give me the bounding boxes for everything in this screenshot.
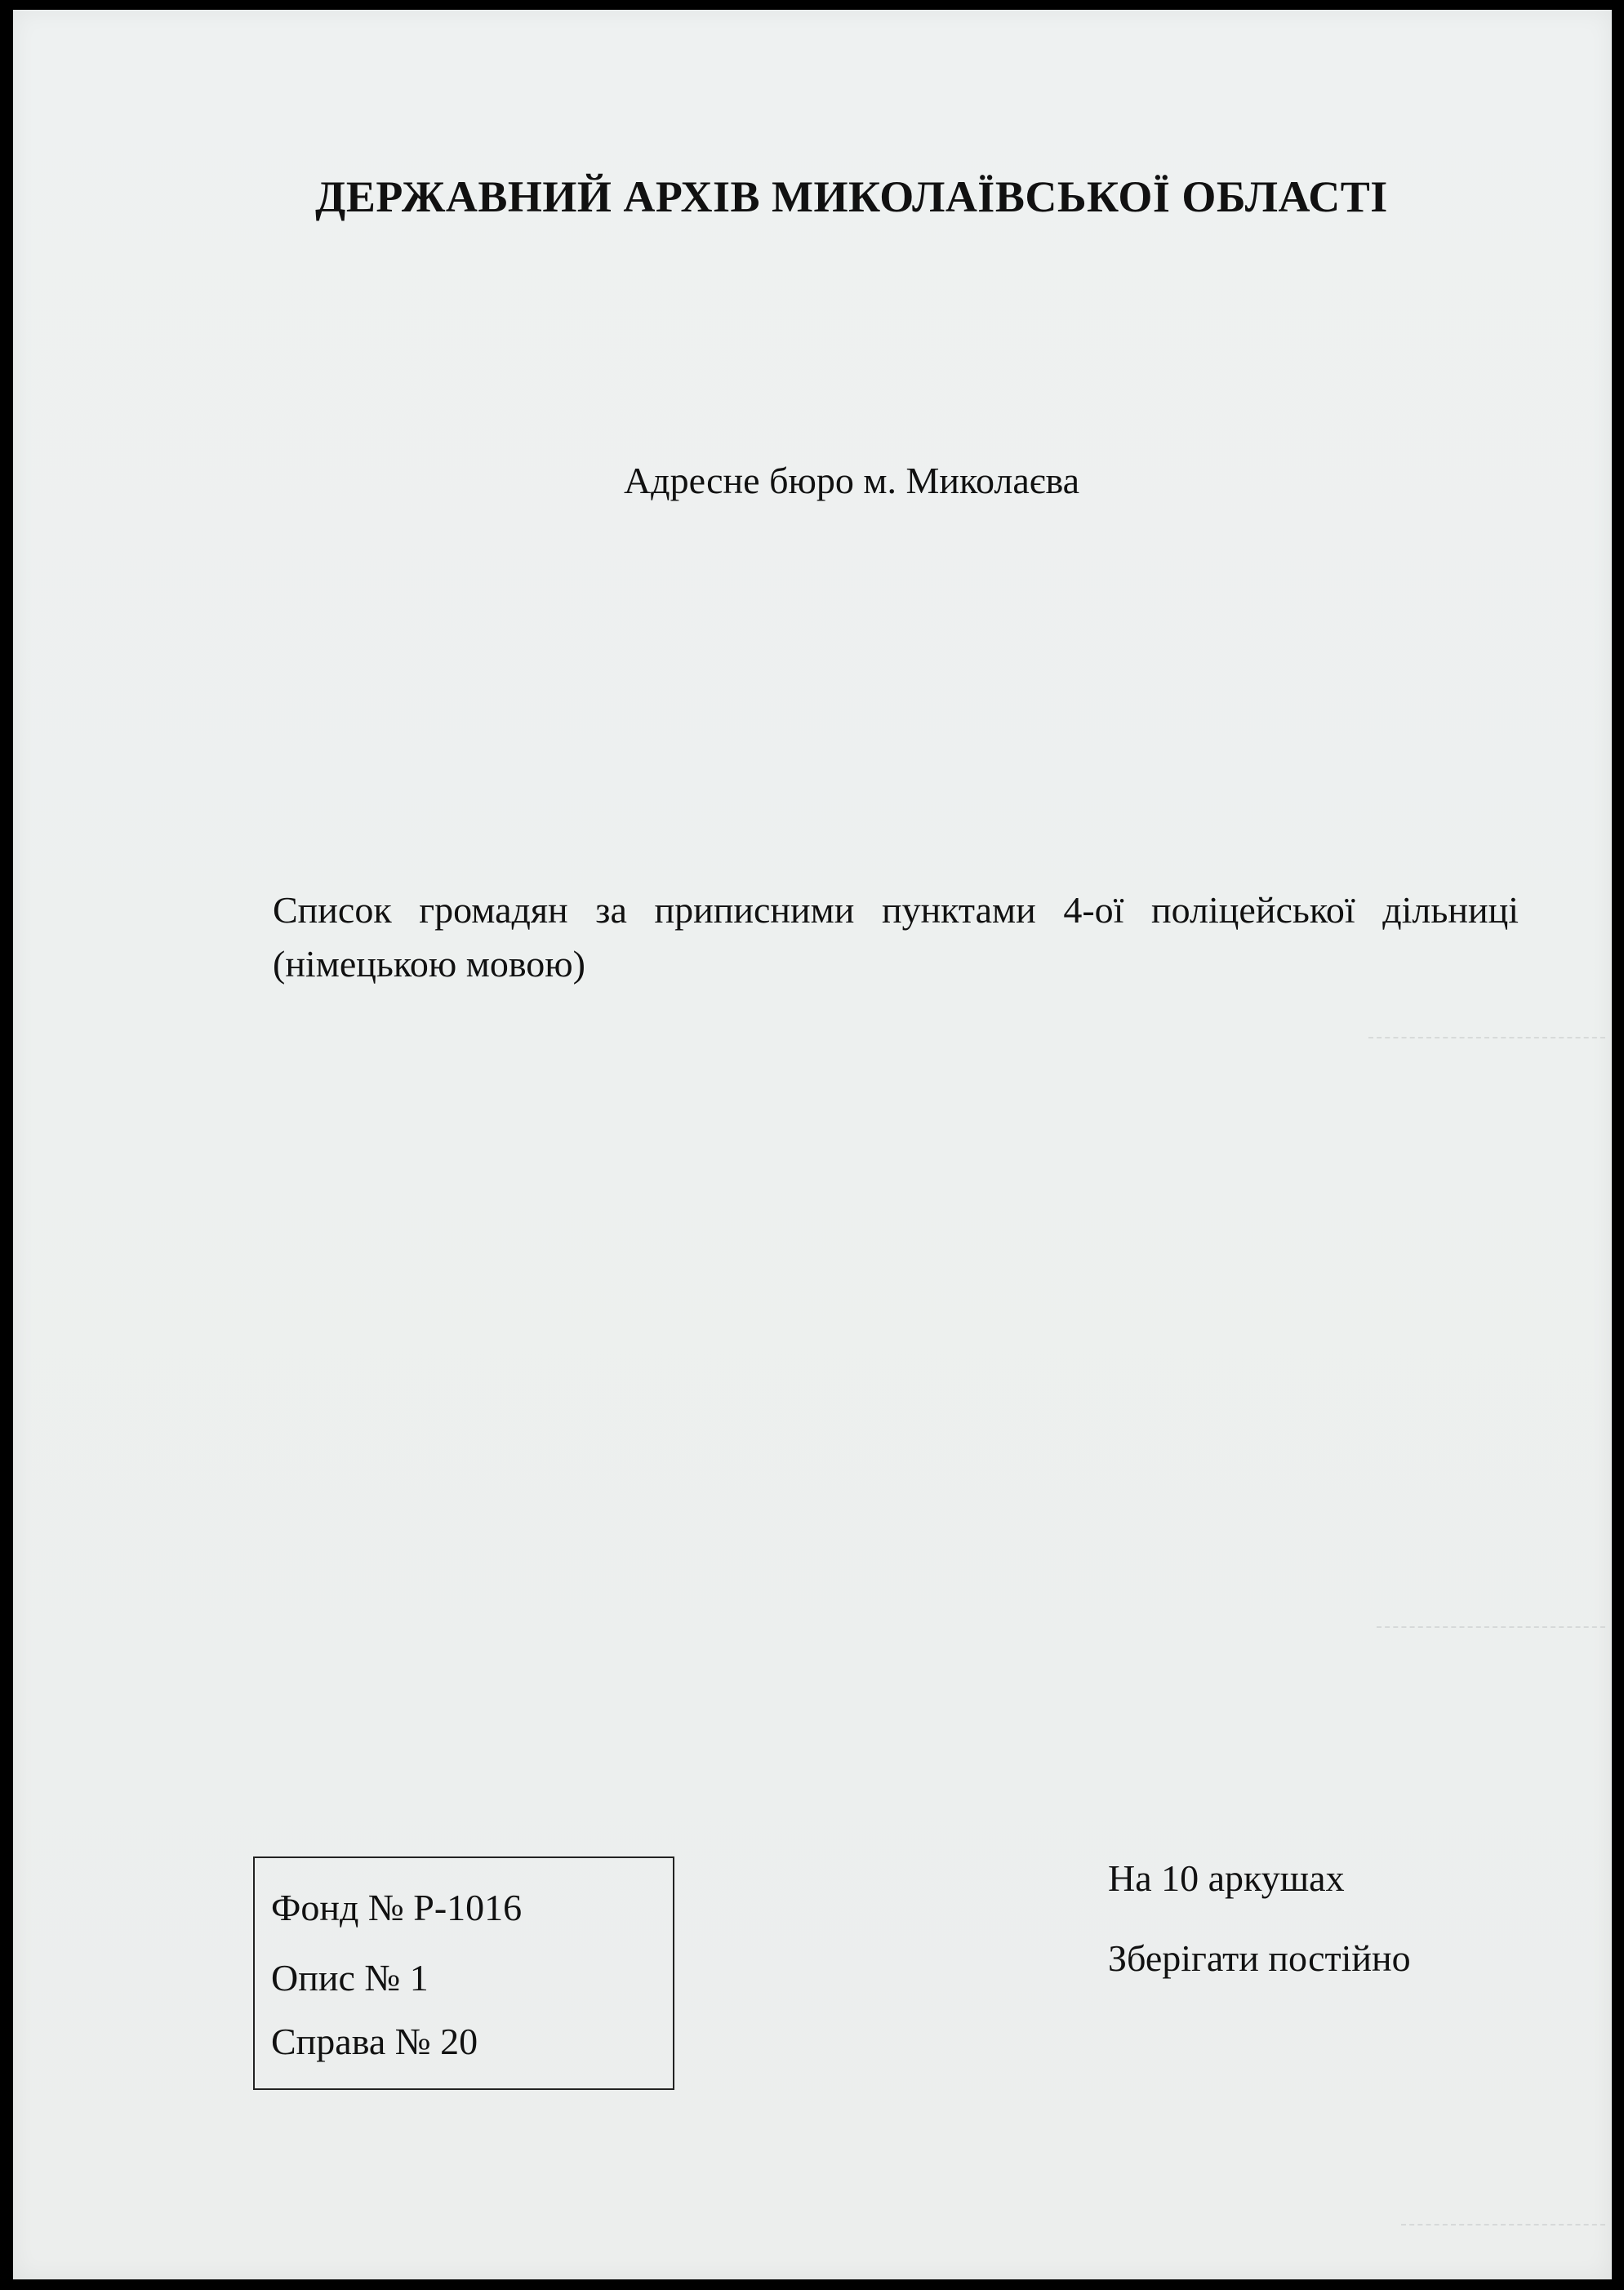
fold-mark-lower [1377, 1626, 1605, 1628]
fund-info-box [253, 1856, 674, 2090]
fold-mark-upper [1368, 1037, 1605, 1038]
fond-number: Фонд № Р-1016 [271, 1887, 523, 1928]
storage-term: Зберігати постійно [1108, 1937, 1411, 1979]
sprava-number: Справа № 20 [271, 2021, 478, 2062]
sheet-count: На 10 аркушах [1108, 1857, 1345, 1899]
bureau-name: Адресне бюро м. Миколаєва [623, 460, 1080, 501]
opys-number: Опис № 1 [271, 1957, 429, 1999]
document-page [13, 10, 1612, 2279]
fold-mark-bottom [1401, 2224, 1605, 2226]
archive-title: ДЕРЖАВНИЙ АРХІВ МИКОЛАЇВСЬКОЇ ОБЛАСТІ [315, 172, 1388, 221]
file-description: Список громадян за приписними пунктами 4-ої поліцейської дільниці (німецькою мовою) [273, 889, 1519, 985]
